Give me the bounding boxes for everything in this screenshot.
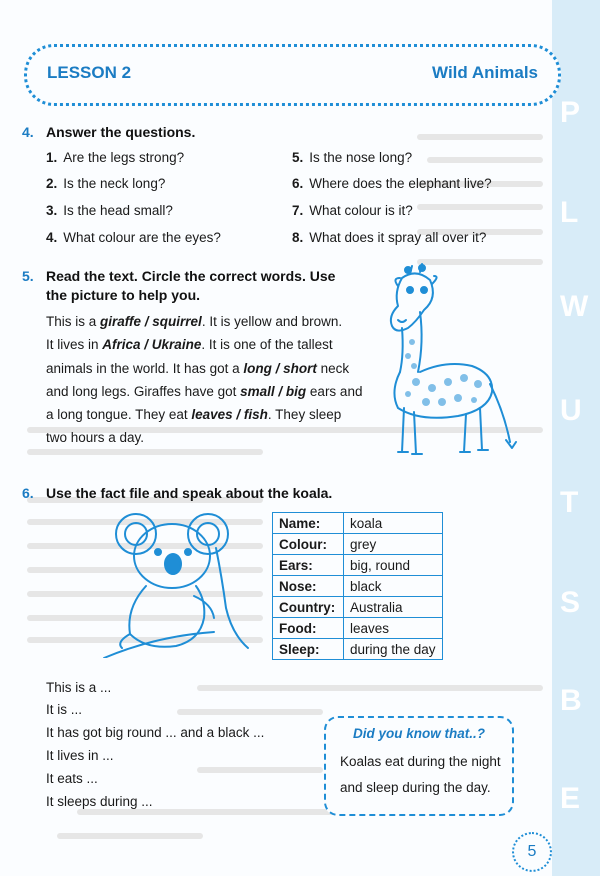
text-run: a long tongue. They eat bbox=[46, 407, 192, 423]
fact-key: Colour: bbox=[273, 534, 344, 555]
text-run: and long legs. Giraffes have got bbox=[46, 383, 241, 399]
task-number: 5. bbox=[22, 268, 34, 284]
circle-choice[interactable]: small / big bbox=[240, 383, 307, 399]
page-number: 5 bbox=[512, 832, 552, 872]
question-item bbox=[46, 230, 221, 245]
question-text: What does it spray all over it? bbox=[309, 230, 487, 245]
side-letter: L bbox=[560, 196, 579, 229]
question-text: Is the neck long? bbox=[63, 176, 166, 191]
fact-key: Country: bbox=[273, 597, 344, 618]
fact-key: Food: bbox=[273, 618, 344, 639]
text-line bbox=[46, 310, 366, 333]
side-letter: S bbox=[560, 586, 581, 619]
side-letter: U bbox=[560, 394, 582, 427]
question-item bbox=[292, 150, 412, 165]
fact-key: Ears: bbox=[273, 555, 344, 576]
question-number: 2. bbox=[46, 176, 58, 191]
task-title-line-1: Read the text. Circle the correct words. Use bbox=[46, 268, 336, 284]
question-item bbox=[292, 230, 486, 245]
fact-value: big, round bbox=[344, 555, 443, 576]
circle-choice[interactable]: long / short bbox=[243, 360, 317, 376]
lesson-topic: Wild Animals bbox=[432, 63, 538, 82]
circle-choice[interactable]: giraffe / squirrel bbox=[100, 314, 202, 329]
task-number: 4. bbox=[22, 124, 34, 140]
did-you-know-line-2: and sleep during the day. bbox=[340, 780, 491, 795]
text-line bbox=[46, 357, 366, 380]
question-number: 1. bbox=[46, 150, 58, 165]
fact-value: grey bbox=[344, 534, 443, 555]
question-number: 6. bbox=[292, 176, 304, 191]
question-text: Is the head small? bbox=[63, 203, 173, 218]
speaking-prompt: It eats ... bbox=[46, 771, 98, 786]
did-you-know-line-1: Koalas eat during the night bbox=[340, 754, 501, 769]
question-text: Are the legs strong? bbox=[63, 150, 185, 165]
fact-row bbox=[273, 513, 443, 534]
giraffe-illustration bbox=[380, 262, 520, 462]
side-letter: W bbox=[560, 290, 589, 323]
task-title: Answer the questions. bbox=[46, 124, 196, 140]
question-item bbox=[292, 176, 492, 191]
lesson-header bbox=[24, 44, 561, 106]
did-you-know-heading: Did you know that..? bbox=[353, 726, 485, 741]
fact-row bbox=[273, 639, 443, 660]
text-run: . They sleep bbox=[267, 407, 342, 423]
text-run: . It is one of the tallest bbox=[201, 337, 333, 353]
text-line: two hours a day. bbox=[46, 430, 145, 446]
speaking-prompt: It is ... bbox=[46, 702, 83, 717]
question-item bbox=[46, 203, 173, 218]
text-run: ears and bbox=[306, 383, 363, 399]
question-text: What colour is it? bbox=[309, 203, 413, 218]
question-item bbox=[46, 176, 165, 191]
circle-choice[interactable]: leaves / fish bbox=[191, 407, 268, 423]
lesson-number: LESSON 2 bbox=[47, 63, 132, 82]
side-letter: E bbox=[560, 782, 581, 815]
question-text: What colour are the eyes? bbox=[63, 230, 221, 245]
fact-row bbox=[273, 576, 443, 597]
text-run: . It is yellow and brown. bbox=[201, 314, 343, 329]
task-title: Use the fact file and speak about the koala. bbox=[46, 485, 333, 501]
speaking-prompt: It has got big round ... and a black ... bbox=[46, 725, 265, 740]
koala-illustration bbox=[96, 508, 256, 658]
question-number: 4. bbox=[46, 230, 58, 245]
question-number: 7. bbox=[292, 203, 304, 218]
question-item bbox=[292, 203, 413, 218]
fact-value: Australia bbox=[344, 597, 443, 618]
fact-row bbox=[273, 597, 443, 618]
text-run: neck bbox=[316, 360, 350, 376]
fact-row bbox=[273, 618, 443, 639]
question-number: 8. bbox=[292, 230, 304, 245]
question-text: Is the nose long? bbox=[309, 150, 413, 165]
task-number: 6. bbox=[22, 485, 34, 501]
giraffe-text bbox=[46, 310, 366, 450]
did-you-know-box bbox=[324, 716, 514, 816]
fact-row bbox=[273, 534, 443, 555]
question-item bbox=[46, 150, 184, 165]
text-run: It lives in bbox=[46, 337, 103, 353]
text-line bbox=[46, 333, 366, 356]
question-number: 3. bbox=[46, 203, 58, 218]
speaking-prompt: This is a ... bbox=[46, 680, 112, 695]
question-text: Where does the elephant live? bbox=[309, 176, 492, 191]
fact-key: Sleep: bbox=[273, 639, 344, 660]
side-letter: P bbox=[560, 96, 581, 129]
text-run: animals in the world. It has got a bbox=[46, 360, 244, 376]
text-line bbox=[46, 403, 366, 426]
speaking-prompt: It lives in ... bbox=[46, 748, 114, 763]
side-letter: T bbox=[560, 486, 579, 519]
text-line bbox=[46, 380, 366, 403]
fact-value: during the day bbox=[344, 639, 443, 660]
fact-value: leaves bbox=[344, 618, 443, 639]
speaking-prompt: It sleeps during ... bbox=[46, 794, 153, 809]
fact-key: Nose: bbox=[273, 576, 344, 597]
circle-choice[interactable]: Africa / Ukraine bbox=[102, 337, 202, 353]
text-run: This is a bbox=[46, 314, 101, 329]
side-letter: B bbox=[560, 684, 582, 717]
fact-value: koala bbox=[344, 513, 443, 534]
question-number: 5. bbox=[292, 150, 304, 165]
fact-row bbox=[273, 555, 443, 576]
task-title-line-2: the picture to help you. bbox=[46, 287, 201, 303]
fact-key: Name: bbox=[273, 513, 344, 534]
koala-fact-file bbox=[272, 512, 443, 660]
fact-value: black bbox=[344, 576, 443, 597]
